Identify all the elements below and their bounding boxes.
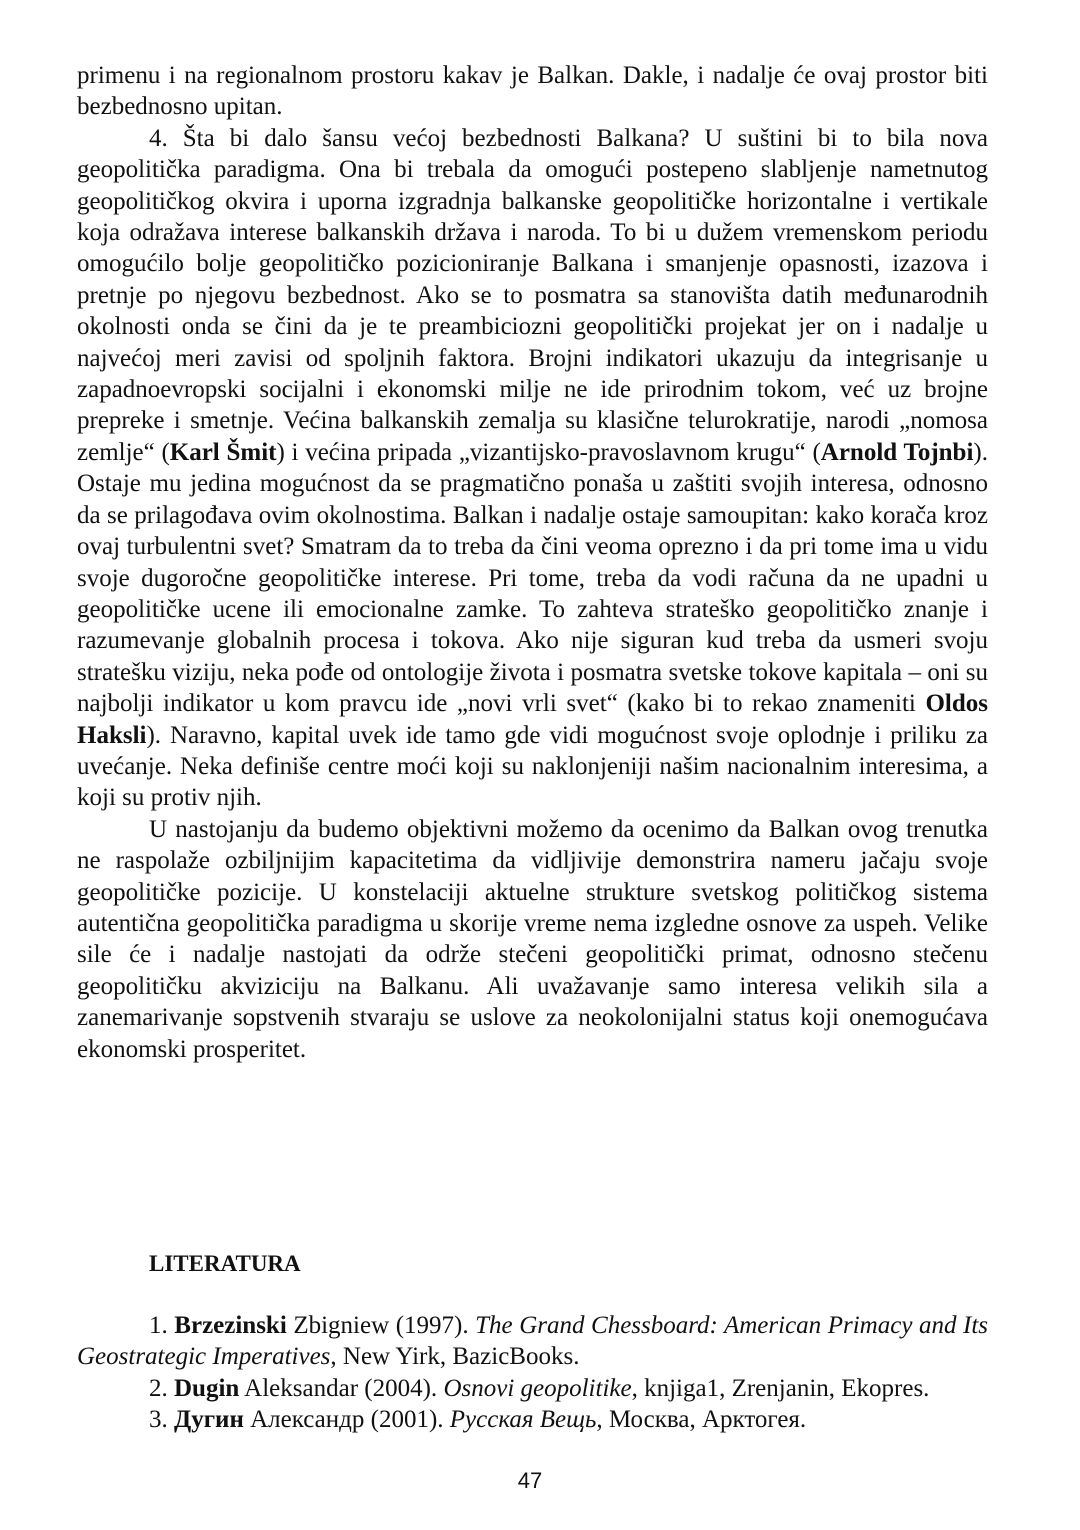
- reference-title: The Grand Chessboard: American Primacy and Its Geostrategic Imperatives: [77, 1312, 988, 1371]
- paragraph-point-4: [77, 123, 988, 814]
- reference-details: Aleksandar (2004).: [239, 1374, 444, 1402]
- paragraph-text: ). Naravno, kapital uvek ide tamo gde vidi mogućnost svoje oplodnje i priliku za uvećanje. Neka definiše centre moći koji su naklonjeniji našim nacionalnim interesima, a koji su protiv njih.: [77, 721, 988, 812]
- reference-number: 3.: [149, 1406, 174, 1434]
- reference-publisher: , Москва, Арктогея.: [596, 1406, 807, 1434]
- reference-item: [77, 1310, 988, 1373]
- reference-number: 1.: [149, 1312, 175, 1339]
- literature-heading: LITERATURA: [149, 1251, 301, 1276]
- author-name-bold: Karl Šmit: [169, 438, 277, 466]
- document-page: [77, 60, 988, 1434]
- reference-item: [77, 1404, 988, 1435]
- reference-title: Русская Вещь: [449, 1406, 597, 1434]
- author-name-bold: Arnold Tojnbi: [820, 438, 974, 466]
- reference-author: Dugin: [174, 1374, 240, 1402]
- reference-list: [77, 1310, 988, 1436]
- author-name-bold: Oldos Haksli: [77, 690, 988, 749]
- reference-number: 2.: [149, 1374, 174, 1402]
- paragraph-continuation: primenu i na regionalnom prostoru kakav je Balkan. Dakle, i nadalje će ovaj prostor biti bezbednosno upitan.: [77, 62, 988, 121]
- reference-publisher: , knjiga1, Zrenjanin, Ekopres.: [631, 1374, 930, 1402]
- paragraph-text: 4. Šta bi dalo šansu većoj bezbednosti Balkana? U suštini bi to bila nova geopolitička paradigma. Ona bi trebala da omogući postepeno slabljenje nametnutog geopolitičkog okvira i uporna izgradnja balkanske geopolitičke horizontalne i vertikale koja odražava interese balkanskih država i naroda. To bi u dužem vremenskom periodu omogućilo bolje geopolitičko pozicioniranje Balkana i smanjenje opasnosti, izazova i pretnje po njegovu bezbednost. Ako se to posmatra sa stanovišta datih međunarodnih okolnosti onda se čini da je te preambiciozni geopolitički projekat jer on i nadalje u najvećoj meri zavisi od spoljnih faktora. Brojni indikatori ukazuju da integrisanje u zapadnoevropski socijalni i ekonomski milje ne ide prirodnim tokom, već uz brojne prepreke i smetnje. Većina balkanskih zemalja su klasične telurokratije, narodi „nomosa zemlje“ (: [77, 124, 988, 466]
- paragraph-text: ). Ostaje mu jedina mogućnost da se pragmatično ponaša u zaštiti svojih interesa, odnosno da se prilagođava ovim okolnostima. Balkan i nadalje ostaje samoupitan: kako korača kroz ovaj turbulentni svet? Smatram da to treba da čini veoma oprezno i da pri tome ima u vidu svoje dugoročne geopolitičke interese. Pri tome, treba da vodi računa da ne upadni u geopolitičke ucene ili emocionalne zamke. To zahteva strateško geopolitičko znanje i razumevanje globalnih procesa i tokova. Ako nije siguran kud treba da usmeri svoju stratešku viziju, neka pođe od ontologije života i posmatra svetske tokove kapitala – oni su najbolji indikator u kom pravcu ide „novi vrli svet“ (kako bi to rekao znameniti: [77, 438, 988, 718]
- reference-details: Александр (2001).: [243, 1406, 450, 1434]
- page-number: 47: [517, 1468, 543, 1493]
- reference-author: Brzezinski: [174, 1312, 287, 1339]
- reference-item: [77, 1373, 988, 1404]
- reference-author: Дугин: [174, 1406, 244, 1434]
- reference-title: Osnovi geopolitike: [443, 1374, 632, 1402]
- paragraph-text: ) i većina pripada „vizantijsko-pravoslavnom krugu“ (: [276, 438, 821, 466]
- reference-publisher: , New Yirk, BazicBooks.: [330, 1343, 580, 1371]
- paragraph-conclusion: U nastojanju da budemo objektivni možemo da ocenimo da Balkan ovog trenutka ne raspolaže ozbiljnijim kapacitetima da vidljivije demonstrira nameru jačaju svoje geopolitičke pozicije. U konstelaciji aktuelne strukture svetskog političkog sistema autentična geopolitička paradigma u skorije vreme nema izgledne osnove za uspeh. Velike sile će i nadalje nastojati da održe stečeni geopolitički primat, odnosno stečenu geopolitičku akviziciju na Balkanu. Ali uvažavanje samo interesa velikih sila a zanemarivanje sopstvenih stvaraju se uslove za neokolonijalni status koji onemogućava ekonomski prosperitet.: [77, 815, 988, 1063]
- reference-details: Zbigniew (1997).: [286, 1312, 476, 1339]
